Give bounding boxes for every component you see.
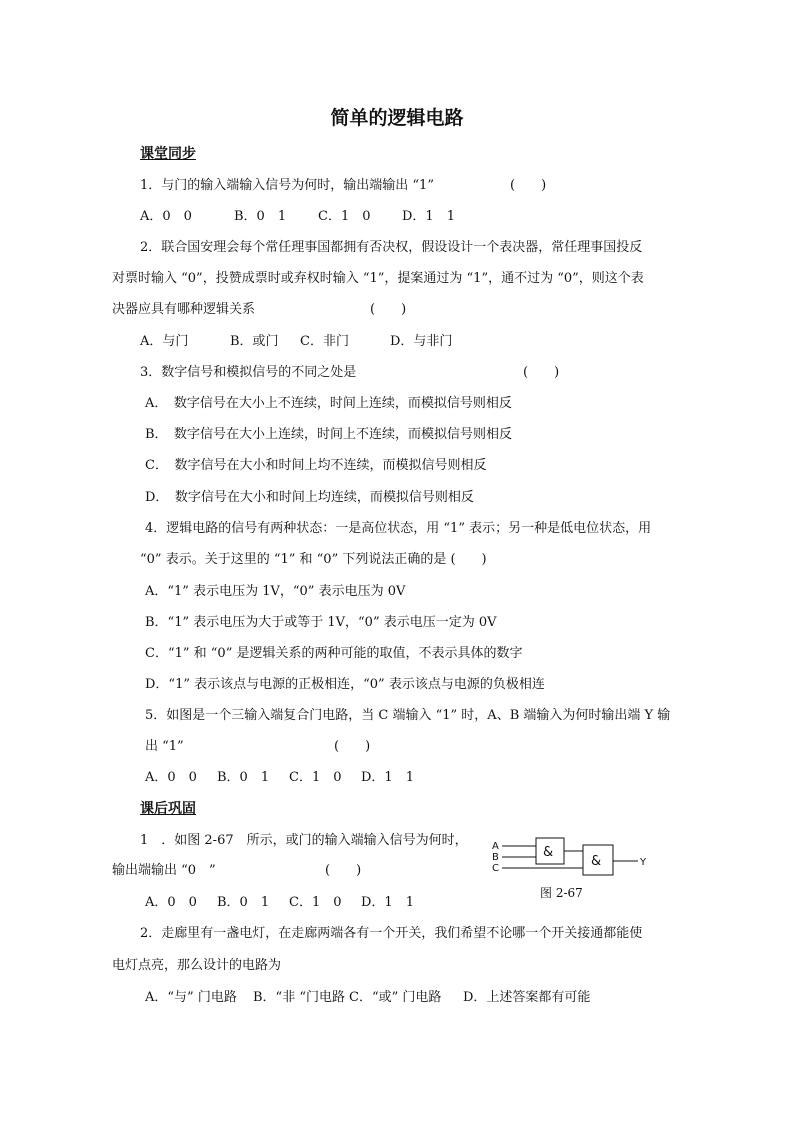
question-2-line-2: 对票时输入 “0”，投赞成票时或弃权时输入 “1”，提案通过为 “1”，通不过为 “0”，则这个表 <box>112 271 644 286</box>
option-c: C．非门 <box>300 334 349 349</box>
option-b: B．0 1 <box>217 895 270 910</box>
question-5-answer-blank: ( ) <box>334 739 371 754</box>
section-heading-after-class: 课后巩固 <box>140 801 196 817</box>
option-a: A．0 0 <box>145 895 197 910</box>
option-b: B．0 1 <box>217 770 270 785</box>
practice-1-line-2: 输出端输出 “0 ” <box>112 863 216 878</box>
input-label-a: A <box>492 841 499 852</box>
question-4-line-1: 4．逻辑电路的信号有两种状态：一是高位状态，用 “1” 表示；另一种是低电位状态，用 <box>145 521 652 536</box>
option-d: D．与非门 <box>390 334 453 349</box>
question-3-stem: 3．数字信号和模拟信号的不同之处是 <box>140 365 357 380</box>
logic-circuit-diagram <box>490 830 660 886</box>
question-4-option-c: C．“1” 和 “0” 是逻辑关系的两种可能的取值，不表示具体的数字 <box>145 646 523 661</box>
input-label-c: C <box>492 863 499 874</box>
option-c: C．1 0 <box>289 895 342 910</box>
question-5-line-2: 出 “1” <box>145 739 184 754</box>
option-d: D．1 1 <box>361 895 414 910</box>
practice-1-line-1: 1 ．如图 2-67 所示，或门的输入端输入信号为何时， <box>140 833 468 848</box>
option-a: A．0 0 <box>140 209 192 224</box>
question-3-option-c: C． 数字信号在大小和时间上均不连续，而模拟信号则相反 <box>145 458 487 473</box>
question-1-answer-blank: ( ) <box>510 178 547 193</box>
option-b: B．或门 <box>230 334 279 349</box>
option-a: A．0 0 <box>145 770 197 785</box>
option-d: D．1 1 <box>361 770 414 785</box>
page-title: 简单的逻辑电路 <box>330 107 464 129</box>
option-b: B．“非 “门电路 <box>253 990 345 1005</box>
practice-1-answer-blank: ( ) <box>325 863 362 878</box>
question-2-line-3: 决器应具有哪种逻辑关系 <box>112 302 256 317</box>
question-3-option-b: B． 数字信号在大小上连续，时间上不连续，而模拟信号则相反 <box>145 427 513 442</box>
question-3-answer-blank: ( ) <box>523 365 560 380</box>
practice-2-line-1: 2．走廊里有一盏电灯，在走廊两端各有一个开关，我们希望不论哪一个开关接通都能使 <box>140 926 643 941</box>
question-1-options <box>140 209 455 225</box>
option-b: B．0 1 <box>234 209 287 224</box>
question-5-line-1: 5．如图是一个三输入端复合门电路，当 C 端输入 “1” 时，A、B 端输入为何时输出端 Y 输 <box>145 708 671 723</box>
question-4-option-b: B．“1” 表示电压为大于或等于 1V，“0” 表示电压一定为 0V <box>145 615 497 630</box>
question-3-option-a: A． 数字信号在大小上不连续，时间上连续，而模拟信号则相反 <box>145 396 512 411</box>
question-2-line-1: 2．联合国安理会每个常任理事国都拥有否决权，假设设计一个表决器，常任理事国投反 <box>140 240 643 255</box>
output-label-y: Y <box>640 857 647 868</box>
question-1-stem: 1．与门的输入端输入信号为何时，输出端输出 “1” <box>140 178 434 193</box>
section-heading-classroom: 课堂同步 <box>140 146 196 162</box>
question-4-line-2: “0” 表示。关于这里的 “1” 和 “0” 下列说法正确的是 ( ) <box>140 552 487 567</box>
question-3-option-d: D． 数字信号在大小和时间上均连续，而模拟信号则相反 <box>145 490 474 505</box>
practice-1-options <box>145 895 414 911</box>
practice-2-line-2: 电灯点亮，那么设计的电路为 <box>112 958 282 973</box>
option-d: D．1 1 <box>402 209 455 224</box>
input-label-b: B <box>492 852 499 863</box>
option-c: C．“或” 门电路 <box>349 990 442 1005</box>
question-5-options <box>145 770 414 786</box>
question-2-answer-blank: ( ) <box>370 302 407 317</box>
option-c: C．1 0 <box>289 770 342 785</box>
option-a: A．与门 <box>140 334 189 349</box>
option-a: A．“与” 门电路 <box>145 990 237 1005</box>
figure-caption: 图 2-67 <box>540 886 583 900</box>
gate-1-symbol: & <box>543 845 554 860</box>
option-c: C．1 0 <box>318 209 371 224</box>
gate-2-symbol: & <box>591 854 602 869</box>
question-4-option-a: A．“1” 表示电压为 1V，“0” 表示电压为 0V <box>145 584 406 599</box>
option-d: D．上述答案都有可能 <box>463 990 591 1005</box>
question-2-options <box>140 334 452 350</box>
question-4-option-d: D．“1” 表示该点与电源的正极相连，“0” 表示该点与电源的负极相连 <box>145 677 545 692</box>
practice-2-options <box>145 990 590 1006</box>
